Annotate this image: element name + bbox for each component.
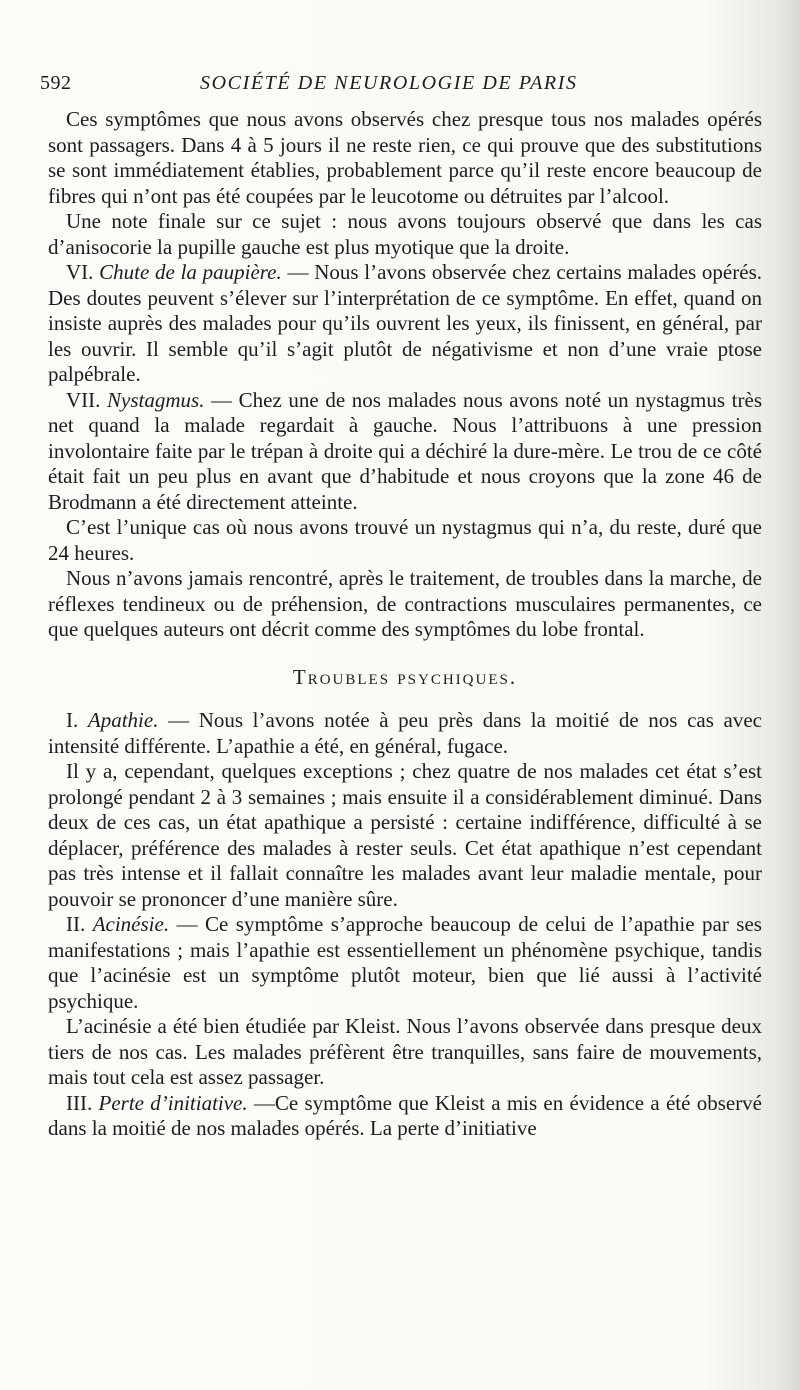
paragraph: Nous n’avons jamais rencontré, après le traitement, de troubles dans la marche, de réflexes tendineux ou de préhension, de contractions musculaires permanentes, ce que quelques auteurs ont décrit comme des symptômes du lobe frontal. [48,566,762,641]
paragraph: Ces symptômes que nous avons observés chez presque tous nos malades opérés sont passagers. Dans 4 à 5 jours il ne reste rien, ce qui prouve que des substitutions se sont immédiatement établies, probablement parce qu’il reste encore beaucoup de fibres qui n’ont pas été coupées par le leucotome ou détruites par l’alcool. [48,107,762,208]
paragraph-nystagmus: VII. Nystagmus. — Chez une de nos malades nous avons noté un nystagmus très net quand la malade regardait à gauche. Nous l’attribuons à une pression involontaire faite par le trépan à droite qui a déchiré la dure-mère. Le trou de ce côté était fait un peu plus en avant que d’habitude et nous croyons que la zone 46 de Brodmann a été directement atteinte. [48,387,762,514]
paragraph-perte-initiative: III. Perte d’initiative. —Ce symptôme que Kleist a mis en évidence a été observé dans la moitié de nos malades opérés. La perte d’initiative [48,1090,763,1140]
running-head: SOCIÉTÉ DE NEUROLOGIE DE PARIS [200,72,578,94]
paragraph: L’acinésie a été bien étudiée par Kleist. Nous l’avons observée dans presque deux tiers de nos cas. Les malades préfèrent être tranquilles, sans faire de mouvements, mais tout cela est assez passager. [48,1014,762,1089]
paragraph: C’est l’unique cas où nous avons trouvé un nystagmus qui n’a, du reste, duré que 24 heures. [48,515,762,565]
paragraph: Une note finale sur ce sujet : nous avons toujours observé que dans les cas d’anisocorie la pupille gauche est plus myotique que la droite. [48,209,762,259]
paragraph-title: Acinésie. [92,912,170,936]
paragraph: Il y a, cependant, quelques exceptions ; chez quatre de nos malades cet état s’est prolongé pendant 2 à 3 semaines ; mais ensuite il a considérablement diminué. Dans deux de ces cas, un état apathique a persisté : certaine indifférence, difficulté à se déplacer, préférence des malades à rester seuls. Cet état apathique n’est cependant pas très intense et il fallait connaître les malades avant leur maladie mentale, pour pouvoir se prononcer d’une manière sûre. [48,759,762,911]
page-number: 592 [40,72,72,94]
paragraph-title: Perte d’initiative. [98,1090,248,1115]
paragraph-title: Chute de la paupière. [99,260,282,284]
paragraph-title: Nystagmus. [107,387,205,412]
paragraph-chute-paupiere: VI. Chute de la paupière. — Nous l’avons observée chez certains malades opérés. Des doutes peuvent s’élever sur l’interprétation de ce symptôme. En effet, quand on insiste auprès des malades pour qu’ils ouvrent les yeux, ils finissent, en général, par les ouvrir. Il semble qu’il s’agit plutôt de négativisme et non d’une vraie ptose palpébrale. [48,260,762,386]
body-text [48,107,762,1142]
section-heading: Troubles psychiques. [292,664,518,689]
paragraph-apathie: I. Apathie. — Nous l’avons notée à peu près dans la moitié de nos cas avec intensité différente. L’apathie a été, en général, fugace. [48,708,762,758]
paragraph-acinesie: II. Acinésie. — Ce symptôme s’approche beaucoup de celui de l’apathie par ses manifestations ; mais l’apathie est essentiellement un phénomène psychique, tandis que l’acinésie est un symptôme plutôt moteur, bien que lié aussi à l’activité psychique. [48,912,762,1013]
paragraph-title: Apathie. [87,708,159,732]
page-header [0,70,800,100]
